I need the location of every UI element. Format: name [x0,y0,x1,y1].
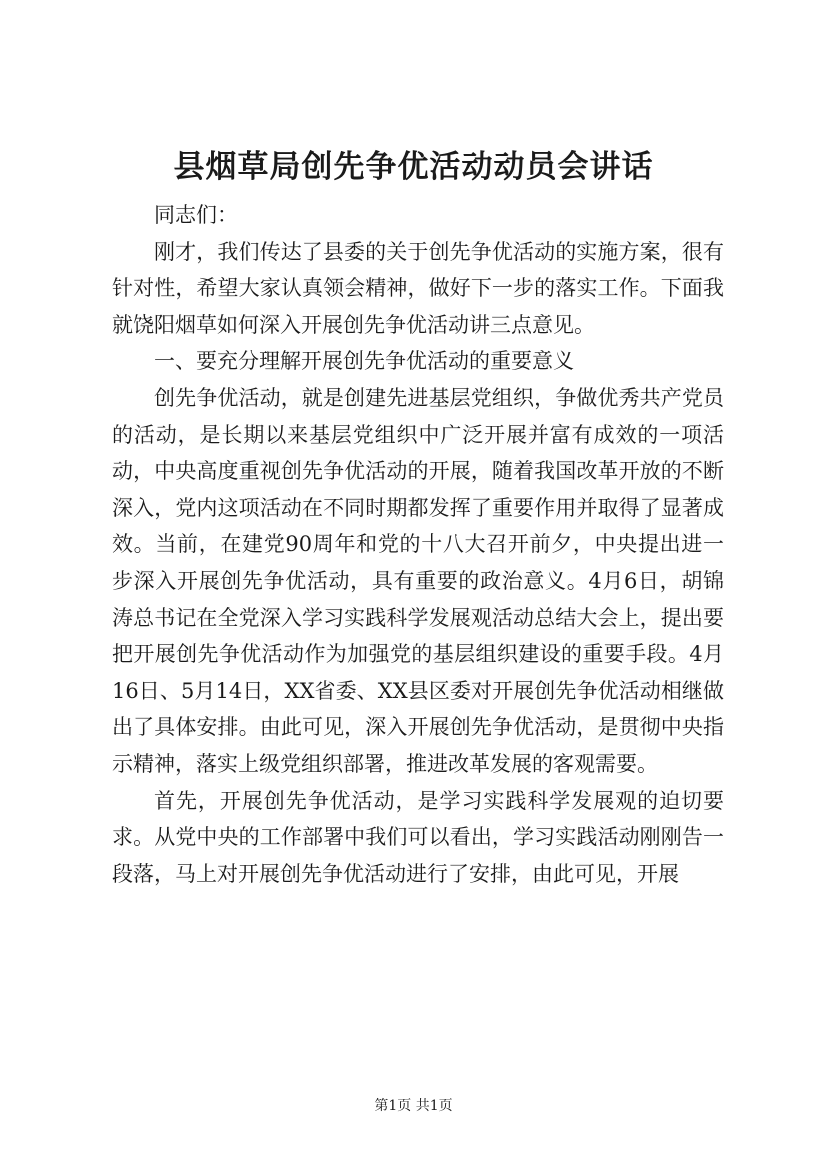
salutation-paragraph: 同志们： [154,203,238,227]
body-paragraph: 首先，开展创先争优活动，是学习实践科学发展观的迫切要求。从党中央的工作部署中我们可以看出，学习实践活动刚刚告一段落，马上对开展创先争优活动进行了安排，由此可见，开展 [112,788,724,886]
intro-paragraph: 刚才，我们传达了县委的关于创先争优活动的实施方案，很有针对性，希望大家认真领会精神，做好下一步的落实工作。下面我就饶阳烟草如何深入开展创先争优活动讲三点意见。 [112,239,724,337]
document-title: 县烟草局创先争优活动动员会讲话 [173,149,654,185]
body-paragraph: 创先争优活动，就是创建先进基层党组织，争做优秀共产党员的活动，是长期以来基层党组织中广泛开展并富有成效的一项活动，中央高度重视创先争优活动的开展，随着我国改革开放的不断深入，党内这项活动在不同时期都发挥了重要作用并取得了显著成效。当前，在建党90周年和党的十八大召开前夕，中央提出进一步深入开展创先争优活动，具有重要的政治意义。4月6日，胡锦涛总书记在全党深入学习实践科学发展观活动总结大会上，提出要把开展创先争优活动作为加强党的基层组织建设的重要手段。4月16日、5月14日，XX省委、XX县区委对开展创先争优活动相继做出了具体安排。由此可见，深入开展创先争优活动，是贯彻中央指示精神，落实上级党组织部署，推进改革发展的客观需要。 [112,385,724,776]
document-body [112,197,724,892]
page-footer: 第1页 共1页 [374,1098,453,1114]
section-heading-1: 一、要充分理解开展创先争优活动的重要意义 [154,349,574,374]
